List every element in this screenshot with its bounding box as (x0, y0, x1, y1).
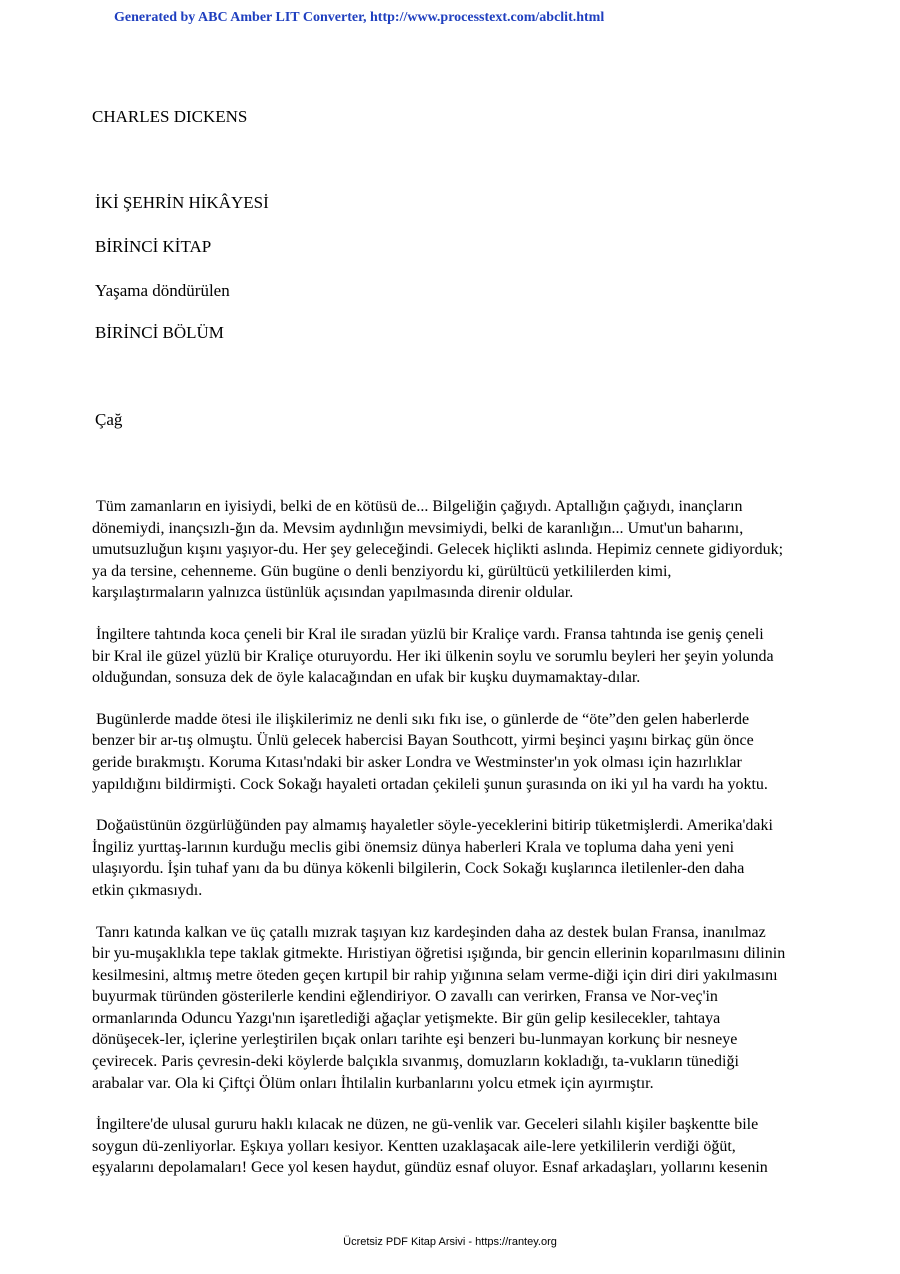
book-part-heading: BİRİNCİ KİTAP (95, 237, 212, 256)
chapter-heading: BİRİNCİ BÖLÜM (95, 323, 224, 342)
page-footer: Ücretsiz PDF Kitap Arsivi - https://rantey.org (343, 1236, 557, 1248)
chapter-title: Çağ (95, 410, 123, 429)
chapter-body (92, 496, 812, 1199)
paragraph: İngiltere tahtında koca çeneli bir Kral ile sıradan yüzlü bir Kraliçe vardı. Fransa tahtında ise geniş çeneli bir Kral ile güzel yüzlü bir Kraliçe oturuyordu. Her iki ülkenin soylu ve sorumlu beyleri her şeyin yolunda olduğundan, sonsuza dek de öyle kalacağından en ufak bir kuşku duymamaktay-dılar. (92, 625, 774, 687)
paragraph: Tüm zamanların en iyisiydi, belki de en kötüsü de... Bilgeliğin çağıydı. Aptallığın çağıydı, inançların dönemiydi, inançsızlı-ğın da. Mevsim aydınlığın mevsimiydi, belki de karanlığın... Umut'un baharını, umutsuzluğun kışını yaşıyor-du. Her şey geleceğindi. Gelecek hiçlikti aslında. Hepimiz cennete gidiyorduk; ya da tersine, cehenneme. Gün bugüne o denli benziyordu ki, gürültücü yetkililerden kimi, karşılaştırmaların yalnızca üstünlük açısından yapılmasında direnir oldular. (92, 498, 784, 602)
part-title: Yaşama döndürülen (95, 281, 230, 300)
generator-banner: Generated by ABC Amber LIT Converter, http://www.processtext.com/abclit.html (114, 10, 605, 25)
paragraph: İngiltere'de ulusal gururu haklı kılacak ne düzen, ne gü-venlik var. Geceleri silahlı kişiler başkentte bile soygun dü-zenliyorlar. Eşkıya yolları kesiyor. Kentten uzaklaşacak aile-lere yetkililerin verdiği öğüt, eşyalarını depolamaları! Gece yol kesen haydut, gündüz esnaf oluyor. Esnaf arkadaşları, yollarını kesenin (92, 1116, 768, 1177)
author-name: CHARLES DICKENS (92, 107, 248, 126)
book-title: İKİ ŞEHRİN HİKÂYESİ (95, 193, 269, 212)
paragraph: Doğaüstünün özgürlüğünden pay almamış hayaletler söyle-yeceklerini bitirip tüketmişlerdi. Amerika'daki İngiliz yurttaş-larının kurduğu meclis gibi önemsiz dünya haberleri Krala ve topluma daha yeni yeni ulaşıyordu. İşin tuhaf yanı da bu dünya kökenli bilgilerin, Cock Sokağı kuşlarınca iletilenler-den daha etkin çıkmasıydı. (92, 817, 773, 899)
paragraph: Tanrı katında kalkan ve üç çatallı mızrak taşıyan kız kardeşinden daha az destek bulan Fransa, inanılmaz bir yu-muşaklıkla tepe taklak gitmekte. Hıristiyan öğretisi ışığında, bir gencin ellerinin koparılmasını dilinin kesilmesini, altmış metre öteden geçen kırtıpil bir rahip yığınına selam verme-diği için diri diri yakılmasını buyurmak türünden gösterilerle kendini eğlendiriyor. O zavallı can verirken, Fransa ve Nor-veç'in ormanlarında Oduncu Yazgı'nın işaretlediği ağaçlar yetişmekte. Bir gün gelip kesilecekler, tahtaya dönüşecek-ler, içlerine yerleştirilen bıçak onları tarihte eşi benzeri bu-lunmayan korkunç bir nesneye çevirecek. Paris çevresin-deki köylerde balçıkla sıvanmış, domuzların kokladığı, ta-vukların tünediği arabalar var. Ola ki Çiftçi Ölüm onları İhtilalin kurbanlarını yolcu etmek için ayırmıştır. (92, 923, 786, 1092)
paragraph: Bugünlerde madde ötesi ile ilişkilerimiz ne denli sıkı fıkı ise, o günlerde de “öte”den gelen haberlerde benzer bir ar-tış olmuştu. Ünlü gelecek habercisi Bayan Southcott, yirmi beşinci yaşını birkaç gün önce geride bırakmıştı. Koruma Kıtası'ndaki bir asker Londra ve Westminster'ın yok olması için hazırlıklar yapıldığını bildirmişti. Cock Sokağı hayaleti ortadan çekileli şunun şurasında on iki yıl ha vardı ha yoktu. (92, 710, 768, 793)
